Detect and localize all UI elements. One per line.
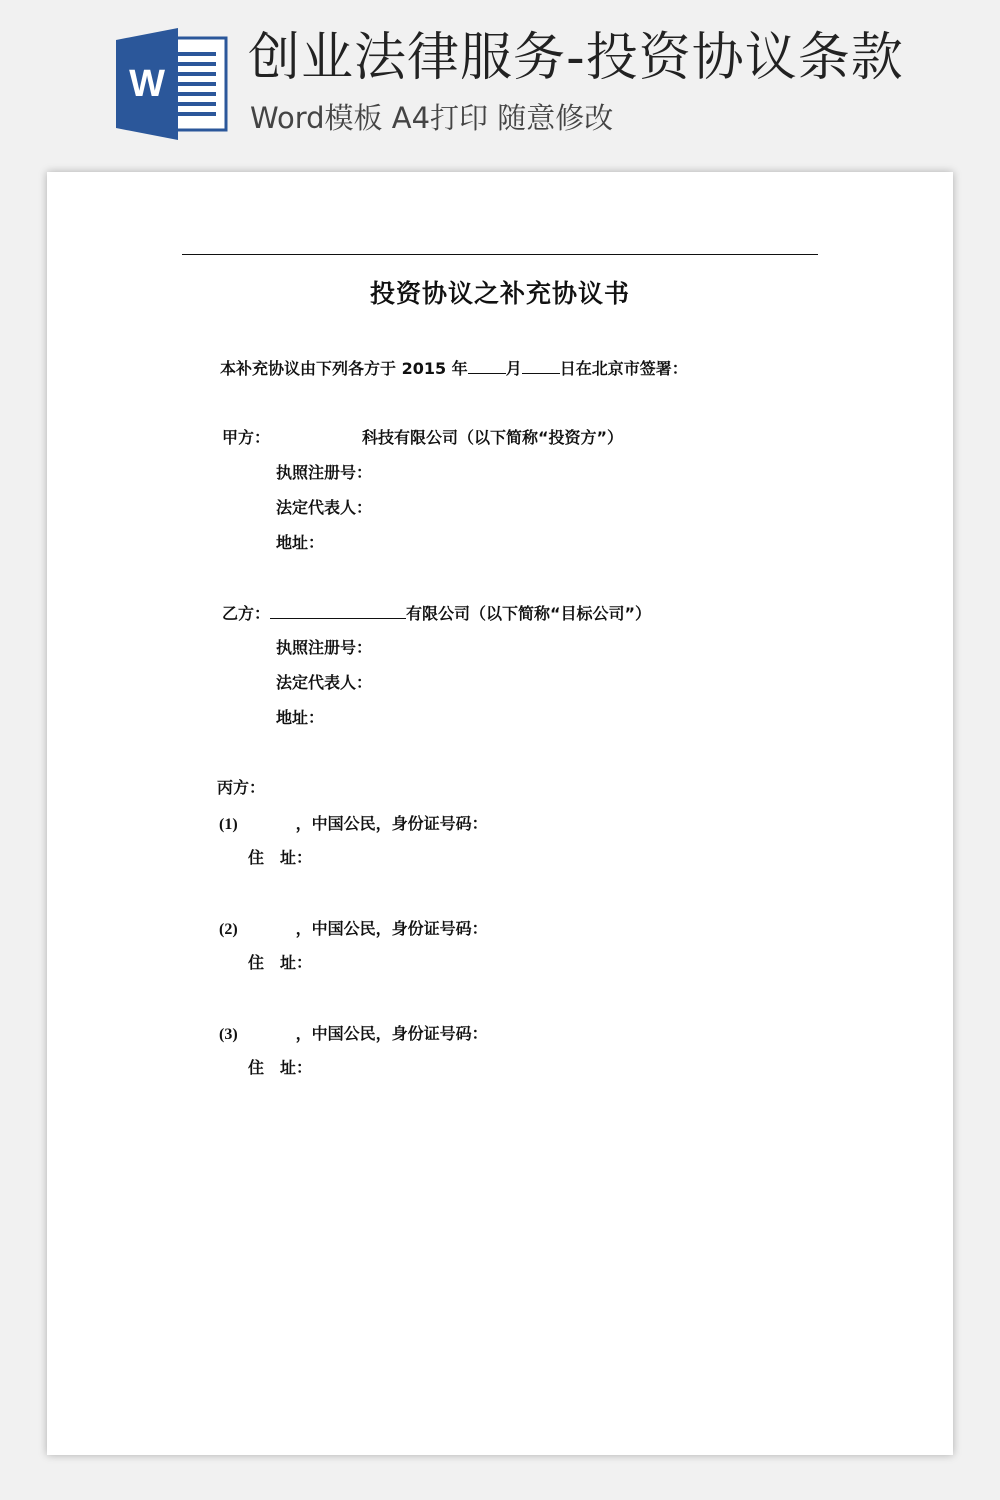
person-2-number: (2) [219, 921, 238, 938]
person-1-number: (1) [219, 816, 238, 833]
party-b-license: 执照注册号： [276, 638, 373, 657]
party-b-address: 地址： [276, 708, 325, 727]
day-blank [522, 356, 560, 374]
person-1-id: ，中国公民，身份证号码： [295, 814, 488, 833]
party-a-address: 地址： [276, 533, 325, 552]
person-3-number: (3) [219, 1026, 238, 1043]
person-1-address: 住 址： [248, 848, 313, 867]
person-1-line [219, 812, 488, 837]
party-a-license: 执照注册号： [276, 463, 373, 482]
word-document-icon [116, 28, 228, 140]
month-blank [468, 356, 506, 374]
person-3-line [219, 1022, 488, 1047]
banner-title: 创业法律服务-投资协议条款 [248, 28, 904, 88]
person-3-id: ，中国公民，身份证号码： [295, 1024, 488, 1043]
header-rule [182, 254, 818, 255]
svg-text:W: W [129, 63, 165, 105]
intro-month: 月 [505, 359, 522, 378]
party-a-label: 甲方： [222, 428, 271, 447]
person-3-address: 住 址： [248, 1058, 313, 1077]
party-b-name: 有限公司（以下简称“目标公司”） [406, 604, 652, 623]
banner-subtitle: Word模板 A4打印 随意修改 [250, 101, 614, 135]
party-b-name-blank [270, 601, 406, 619]
party-a-name: 科技有限公司（以下简称“投资方”） [362, 428, 624, 447]
party-c-label: 丙方： [217, 778, 266, 797]
document-title: 投资协议之补充协议书 [369, 279, 630, 308]
party-b-line [222, 601, 651, 626]
intro-text: 本补充协议由下列各方于 2015 年 [220, 359, 468, 378]
person-2-line [219, 917, 488, 942]
intro-line [220, 356, 688, 381]
person-2-address: 住 址： [248, 953, 313, 972]
person-2-id: ，中国公民，身份证号码： [295, 919, 488, 938]
document-page [47, 172, 953, 1455]
party-b-representative: 法定代表人： [276, 673, 373, 692]
party-a-representative: 法定代表人： [276, 498, 373, 517]
banner [0, 0, 1000, 160]
intro-day-end: 日在北京市签署： [559, 359, 688, 378]
party-a-line [222, 426, 623, 450]
party-b-label: 乙方： [222, 604, 271, 623]
